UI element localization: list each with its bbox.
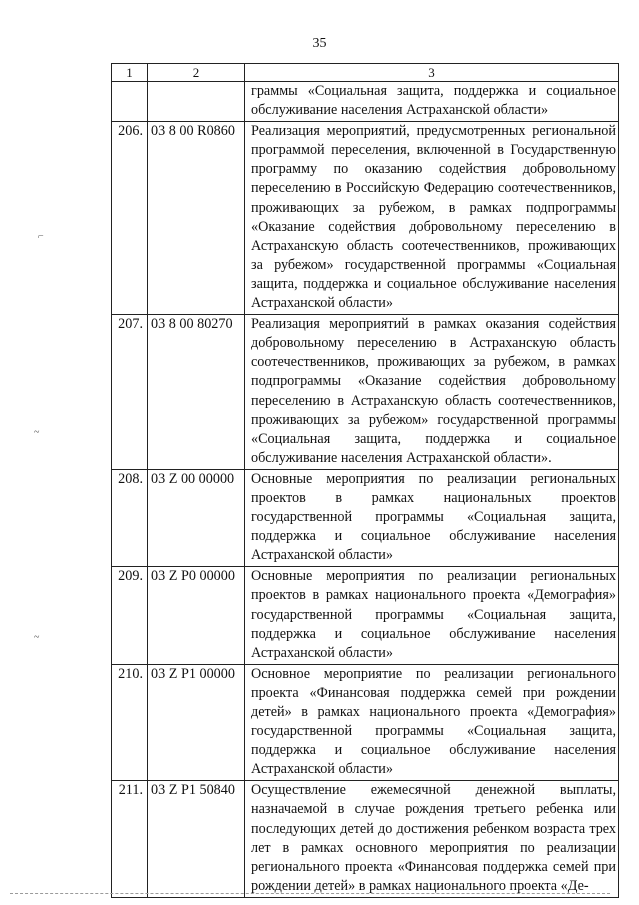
budget-classification-table — [111, 63, 619, 898]
row-code: 03 Z P0 00000 — [148, 567, 245, 664]
row-number: 207. — [112, 315, 148, 470]
table-row — [112, 82, 619, 122]
row-code: 03 8 00 R0860 — [148, 122, 245, 315]
row-code — [148, 82, 245, 122]
table-row — [112, 781, 619, 898]
row-description: Реализация мероприятий, предусмотренных региональной программой переселения, включенной в Государственную программу по оказанию содействия добровольному переселению в Российскую Федерацию соотечественников, проживающих за рубежом, в рамках подпрограммы «Оказание содействия добровольному переселению в Астраханскую область соотечественников, проживающих за рубежом» государственной программы «Социальная защита, поддержка и социальное обслуживание населения Астраханской области» — [245, 122, 619, 315]
header-col-1: 1 — [112, 64, 148, 82]
scan-speck: ⌐ — [38, 231, 44, 242]
header-col-2: 2 — [148, 64, 245, 82]
table-row — [112, 664, 619, 781]
row-number: 210. — [112, 664, 148, 781]
row-description: Основные мероприятия по реализации региональных проектов в рамках национальных проектов государственной программы «Социальная защита, поддержка и социальное обслуживание населения Астраханской области» — [245, 469, 619, 566]
page-bottom-edge — [10, 893, 610, 894]
row-number — [112, 82, 148, 122]
row-description: Осуществление ежемесячной денежной выплаты, назначаемой в случае рождения третьего ребенка или последующих детей до достижения ребенком возраста трех лет в рамках основного мероприятия по реализации регионального проекта «Финансовая поддержка семей при рождении детей» в рамках национального проекта «Де- — [245, 781, 619, 898]
row-number: 209. — [112, 567, 148, 664]
row-code: 03 Z 00 00000 — [148, 469, 245, 566]
row-code: 03 Z P1 50840 — [148, 781, 245, 898]
table-row — [112, 315, 619, 470]
row-description: Основные мероприятия по реализации региональных проектов в рамках национального проекта «Демография» государственной программы «Социальная защита, поддержка и социальное обслуживание населения Астраханской области» — [245, 567, 619, 664]
table-row — [112, 567, 619, 664]
row-code: 03 8 00 80270 — [148, 315, 245, 470]
table-header-row — [112, 64, 619, 82]
row-number: 208. — [112, 469, 148, 566]
scan-speck: ~ — [34, 632, 40, 643]
row-number: 206. — [112, 122, 148, 315]
table-row — [112, 469, 619, 566]
row-description: граммы «Социальная защита, поддержка и социальное обслуживание населения Астраханской области» — [245, 82, 619, 122]
row-description: Основное мероприятие по реализации регионального проекта «Финансовая поддержка семей при рождении детей» в рамках национального проекта «Демография» государственной программы «Социальная защита, поддержка и социальное обслуживание населения Астраханской области» — [245, 664, 619, 781]
row-description: Реализация мероприятий в рамках оказания содействия добровольному переселению в Астраханскую область соотечественников, проживающих за рубежом, в рамках подпрограммы «Оказание содействия добровольному переселению в Астраханскую область соотечественников, проживающих за рубежом» государственной программы «Социальная защита, поддержка и социальное обслуживание населения Астраханской области». — [245, 315, 619, 470]
scan-speck: ~ — [34, 427, 40, 438]
header-col-3: 3 — [245, 64, 619, 82]
row-code: 03 Z P1 00000 — [148, 664, 245, 781]
row-number: 211. — [112, 781, 148, 898]
table-row — [112, 122, 619, 315]
page-number: 35 — [312, 36, 327, 51]
